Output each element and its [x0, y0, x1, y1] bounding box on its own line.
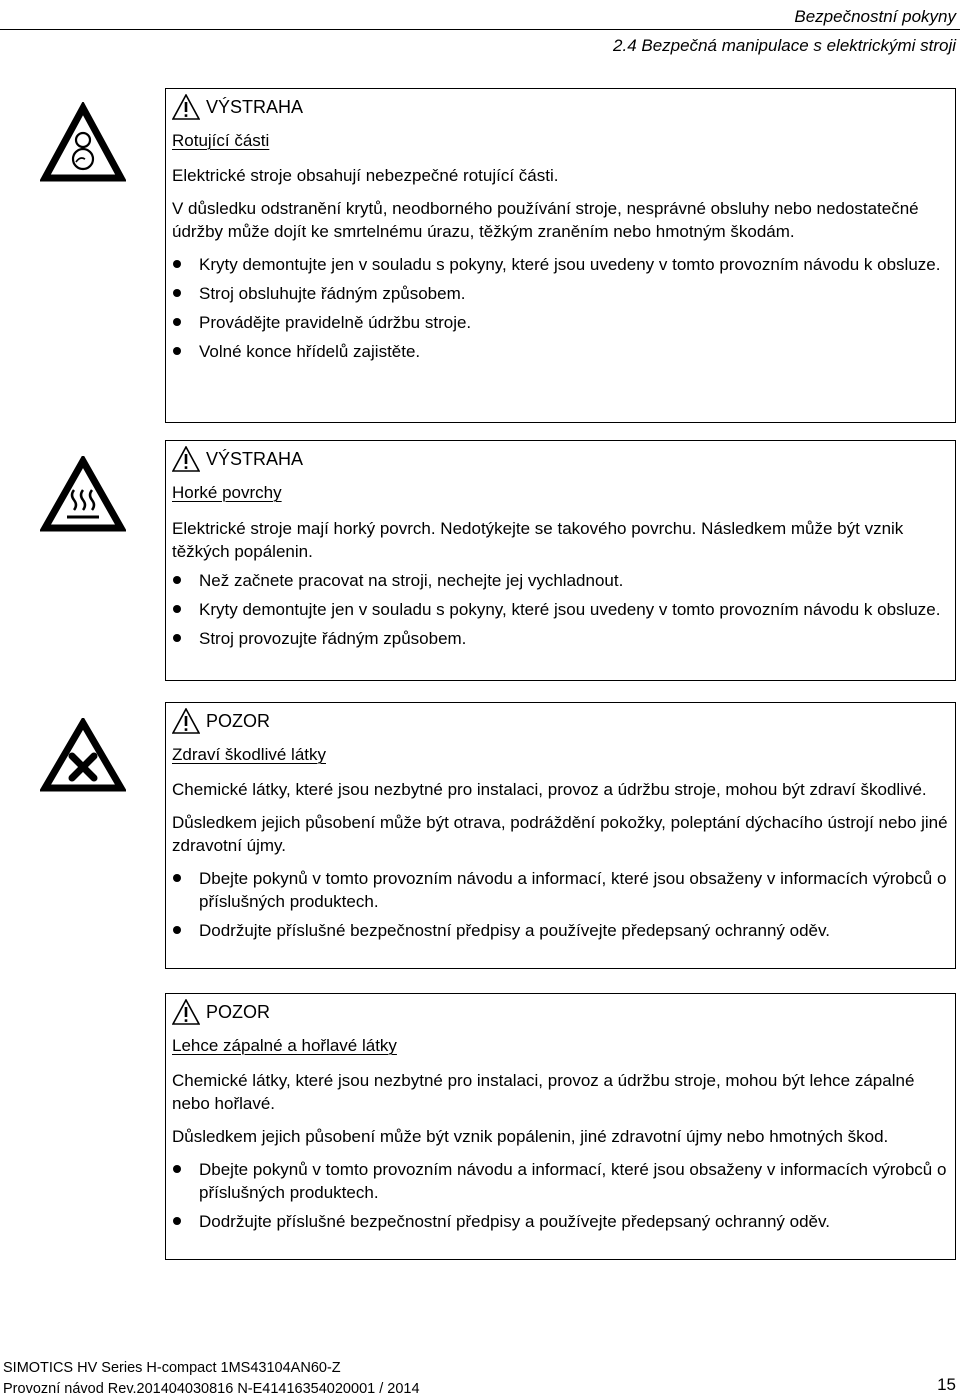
list-item: Dodržujte příslušné bezpečnostní předpisy a používejte předepsaný ochranný oděv.: [172, 1210, 949, 1233]
warning-title: Zdraví škodlivé látky: [172, 745, 326, 764]
warning-head: [172, 439, 949, 479]
warning-triangle-icon: [172, 999, 200, 1025]
list-item: Dbejte pokynů v tomto provozním návodu a informací, které jsou obsaženy v informacích výrobců o příslušných produktech.: [172, 867, 949, 913]
warning-paragraph: Elektrické stroje mají horký povrch. Nedotýkejte se takového povrchu. Následkem může být vznik těžkých popálenin.: [172, 519, 904, 561]
product-name: SIMOTICS HV Series H-compact 1MS43104AN60-Z: [3, 1360, 341, 1376]
warning-title: Rotující části: [172, 131, 270, 150]
warning-head: [172, 992, 949, 1032]
section-title: 2.4 Bezpečná manipulace s elektrickými stroji: [613, 36, 956, 55]
caution-box-flammable-substances: [165, 993, 956, 1260]
warning-title: Lehce zápalné a hořlavé látky: [172, 1036, 397, 1055]
warning-title: Horké povrchy: [172, 483, 282, 502]
page-header: [613, 2, 956, 60]
harmful-substance-hazard-icon: [40, 718, 126, 794]
list-item: Stroj obsluhujte řádným způsobem.: [172, 282, 949, 305]
warning-box-rotating-parts: [165, 88, 956, 423]
warning-head: [172, 87, 949, 127]
warning-paragraph: Chemické látky, které jsou nezbytné pro instalaci, provoz a údržbu stroje, mohou být lehce zápalné nebo hořlavé.: [172, 1071, 915, 1113]
list-item: Kryty demontujte jen v souladu s pokyny, které jsou uvedeny v tomto provozním návodu k obsluze.: [172, 253, 949, 276]
warning-paragraph: Důsledkem jejich působení může být vznik popálenin, jiné zdravotní újmy nebo hmotných škod.: [172, 1127, 889, 1146]
warning-triangle-icon: [172, 94, 200, 120]
signal-word: POZOR: [206, 710, 271, 731]
warning-triangle-icon: [172, 446, 200, 472]
list-item: Dbejte pokynů v tomto provozním návodu a informací, které jsou obsaženy v informacích výrobců o příslušných produktech.: [172, 1158, 949, 1204]
warning-list: [172, 253, 949, 363]
list-item: Než začnete pracovat na stroji, nechejte jej vychladnout.: [172, 569, 949, 592]
list-item: Stroj provozujte řádným způsobem.: [172, 627, 949, 650]
list-item: Provádějte pravidelně údržbu stroje.: [172, 311, 949, 334]
list-item: Dodržujte příslušné bezpečnostní předpisy a používejte předepsaný ochranný oděv.: [172, 919, 949, 942]
warning-box-hot-surfaces: [165, 440, 956, 681]
warning-list: [172, 1158, 949, 1233]
list-item: Volné konce hřídelů zajistěte.: [172, 340, 949, 363]
signal-word: VÝSTRAHA: [206, 448, 304, 469]
warning-paragraph: V důsledku odstranění krytů, neodborného používání stroje, nesprávné obsluhy nebo nedostatečné údržby může dojít ke smrtelnému úrazu, těžkým zraněním nebo hmotným škodám.: [172, 199, 919, 241]
warning-paragraph: Elektrické stroje obsahují nebezpečné rotující části.: [172, 166, 559, 185]
list-item: Kryty demontujte jen v souladu s pokyny, které jsou uvedeny v tomto provozním návodu k obsluze.: [172, 598, 949, 621]
warning-paragraph: Důsledkem jejich působení může být otrava, podráždění pokožky, poleptání dýchacího ústrojí nebo jiné zdravotní újmy.: [172, 813, 948, 855]
warning-head: [172, 701, 949, 741]
rotating-parts-hazard-icon: [40, 102, 126, 184]
warning-list: [172, 569, 949, 650]
document-id: Provozní návod Rev.201404030816 N-E41416354020001 / 2014: [3, 1381, 420, 1397]
chapter-title: Bezpečnostní pokyny: [794, 7, 956, 26]
hot-surface-hazard-icon: [40, 456, 126, 534]
warning-paragraph: Chemické látky, které jsou nezbytné pro instalaci, provoz a údržbu stroje, mohou být zdraví škodlivé.: [172, 780, 927, 799]
page-footer: [3, 1358, 420, 1400]
signal-word: POZOR: [206, 1001, 271, 1022]
warning-list: [172, 867, 949, 942]
page-number: 15: [937, 1375, 956, 1394]
signal-word: VÝSTRAHA: [206, 96, 304, 117]
header-rule: [0, 29, 960, 30]
caution-box-harmful-substances: [165, 702, 956, 969]
warning-triangle-icon: [172, 708, 200, 734]
